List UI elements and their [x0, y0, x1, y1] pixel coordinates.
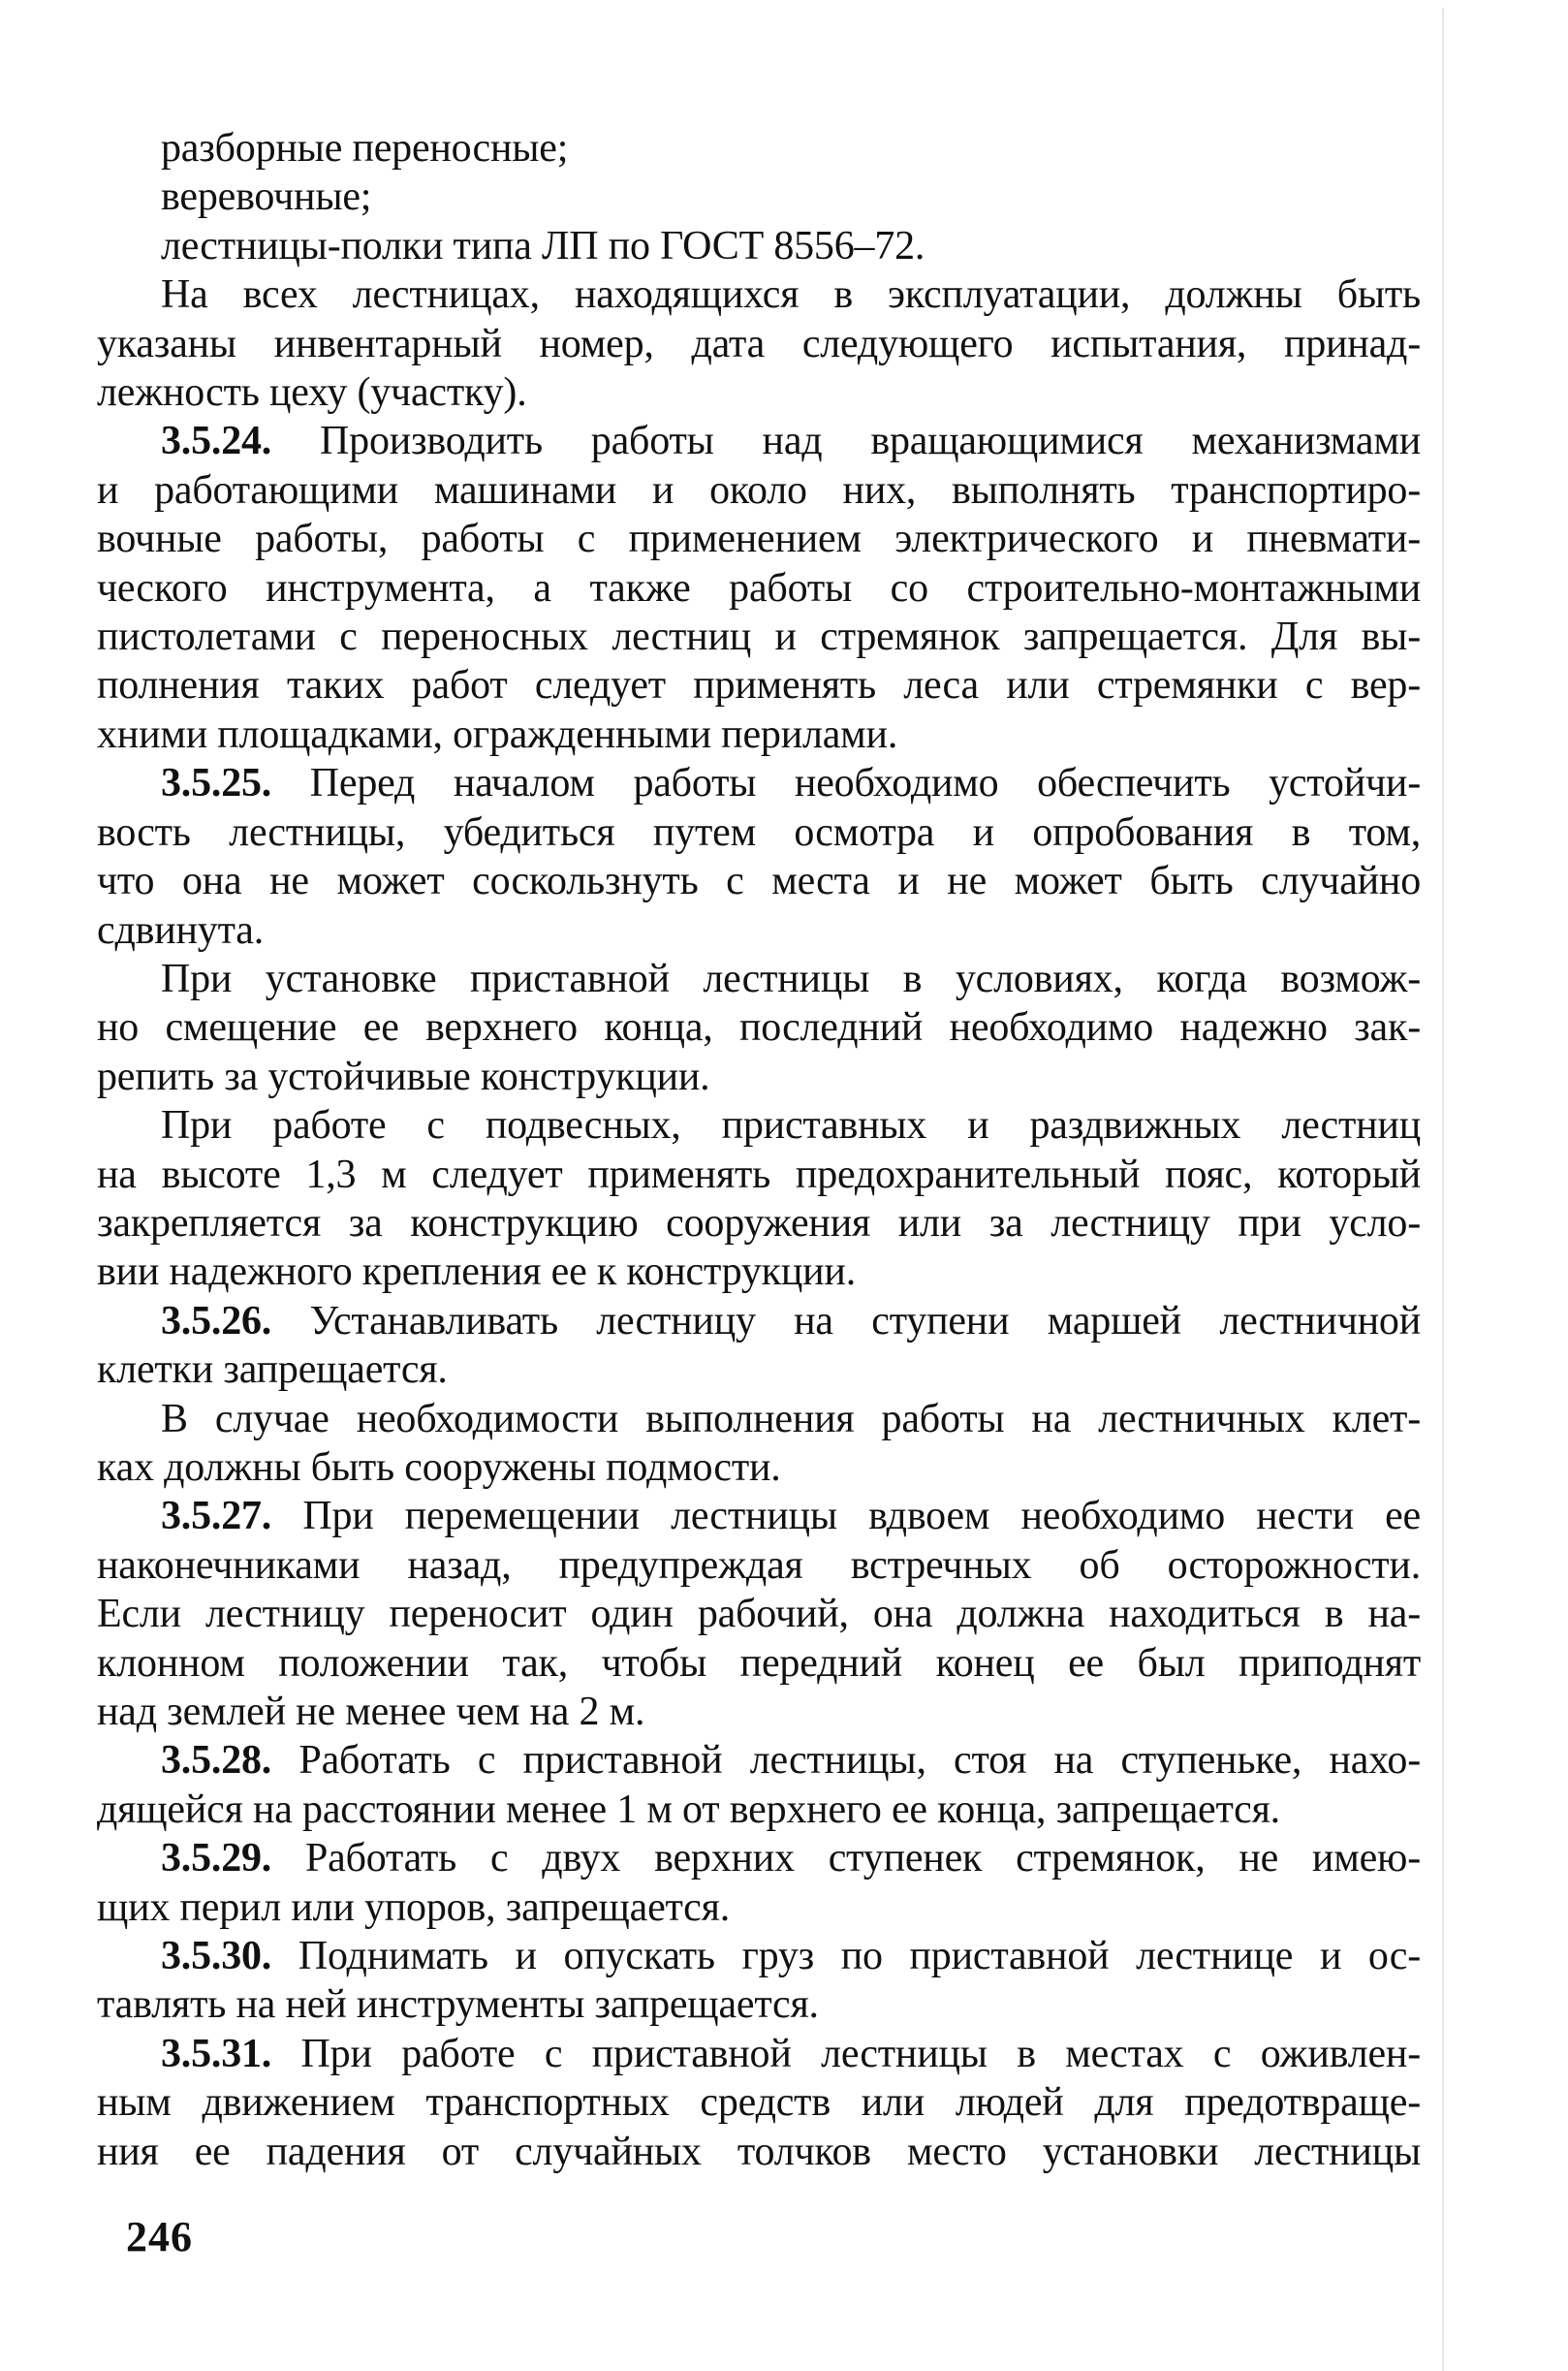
paragraph-first-line — [161, 1834, 1421, 1882]
text-line: лежность цеху (участку). — [97, 370, 527, 416]
text-line: При перемещении лестницы вдвоем необходимо нести ее — [302, 1494, 1421, 1539]
scan-edge-line — [1442, 8, 1444, 2371]
text-line: На всех лестницах, находящихся в эксплуатации, должны быть — [161, 272, 1421, 318]
text-line: Если лестницу переносит один рабочий, она должна находиться в на- — [97, 1592, 1421, 1637]
section-number: 3.5.25. — [161, 761, 272, 806]
section-number: 3.5.27. — [161, 1494, 272, 1539]
section-number: 3.5.24. — [161, 419, 272, 464]
page-number: 246 — [126, 2213, 193, 2260]
text-line: В случае необходимости выполнения работы на лестничных клет- — [161, 1396, 1421, 1441]
text-line: Перед началом работы необходимо обеспечить устойчи- — [309, 761, 1421, 806]
text-line: разборные переносные; — [161, 126, 569, 171]
text-line: лестницы-полки типа ЛП по ГОСТ 8556–72. — [161, 223, 925, 269]
text-line: ния ее падения от случайных толчков место установки лестницы — [97, 2129, 1421, 2174]
text-line: на высоте 1,3 м следует применять предохранительный пояс, который — [97, 1152, 1421, 1197]
text-line: Работать с двух верхних ступенек стремянок, не имею- — [304, 1836, 1421, 1881]
text-line: над землей не менее чем на 2 м. — [97, 1690, 645, 1734]
section-number: 3.5.26. — [161, 1298, 272, 1344]
text-line: но смещение ее верхнего конца, последний необходимо надежно зак- — [97, 1005, 1421, 1051]
text-line: сдвинута. — [97, 907, 265, 953]
text-line: дящейся на расстоянии менее 1 м от верхнего ее конца, запрещается. — [97, 1786, 1280, 1832]
section-number: 3.5.30. — [161, 1934, 272, 1979]
section-number: 3.5.31. — [161, 2031, 272, 2076]
paragraph-first-line — [161, 417, 1421, 465]
text-line: Производить работы над вращающимися механизмами — [320, 419, 1421, 464]
text-line: ным движением транспортных средств или людей для предотвраще- — [97, 2080, 1421, 2126]
text-line: наконечниками назад, предупреждая встречных об осторожности. — [97, 1542, 1421, 1588]
text-line: ках должны быть сооружены подмости. — [97, 1444, 781, 1490]
text-line: хними площадками, огражденными перилами. — [97, 711, 898, 757]
text-line: При работе с приставной лестницы в местах с оживлен- — [300, 2031, 1421, 2076]
text-line: полнения таких работ следует применять леса или стремянки с вер- — [97, 663, 1421, 709]
text-line: веревочные; — [161, 174, 372, 220]
text-line: закрепляется за конструкцию сооружения или за лестницу при усло- — [97, 1200, 1421, 1246]
text-line: При работе с подвесных, приставных и раздвижных лестниц — [161, 1103, 1421, 1149]
text-line: щих перил или упоров, запрещается. — [97, 1884, 731, 1930]
text-line: тавлять на ней инструменты запрещается. — [97, 1982, 819, 2028]
paragraph-first-line — [161, 2030, 1421, 2078]
text-line: что она не может соскользнуть с места и не может быть случайно — [97, 859, 1421, 904]
section-number: 3.5.29. — [161, 1836, 272, 1881]
text-line: репить за устойчивые конструкции. — [97, 1054, 710, 1099]
text-line: вость лестницы, убедиться путем осмотра и опробования в том, — [97, 809, 1421, 855]
text-line: указаны инвентарный номер, дата следующего испытания, принад- — [97, 321, 1421, 366]
text-line: Устанавливать лестницу на ступени маршей лестничной — [309, 1298, 1421, 1344]
paragraph-first-line — [161, 1736, 1421, 1785]
text-line: клетки запрещается. — [97, 1347, 448, 1393]
body-text — [97, 124, 1421, 2176]
paragraph-first-line — [161, 759, 1421, 807]
text-line: ческого инструмента, а также работы со строительно-монтажными — [97, 565, 1421, 611]
paragraph-first-line — [161, 1932, 1421, 1980]
text-line: пистолетами с переносных лестниц и стремянок запрещается. Для вы- — [97, 615, 1421, 660]
text-line: вии надежного крепления ее к конструкции. — [97, 1249, 857, 1295]
paragraph-first-line — [161, 1297, 1421, 1345]
text-line: При установке приставной лестницы в условиях, когда возмож- — [161, 956, 1421, 1001]
text-line: и работающими машинами и около них, выполнять транспортиро- — [97, 467, 1421, 513]
text-line: Поднимать и опускать груз по приставной лестнице и ос- — [298, 1934, 1421, 1979]
text-line: клонном положении так, чтобы передний конец ее был приподнят — [97, 1640, 1421, 1686]
text-line: вочные работы, работы с применением электрического и пневмати- — [97, 517, 1421, 562]
paragraph-first-line — [161, 1492, 1421, 1540]
section-number: 3.5.28. — [161, 1738, 272, 1784]
text-line: Работать с приставной лестницы, стоя на ступеньке, нахо- — [298, 1738, 1421, 1784]
